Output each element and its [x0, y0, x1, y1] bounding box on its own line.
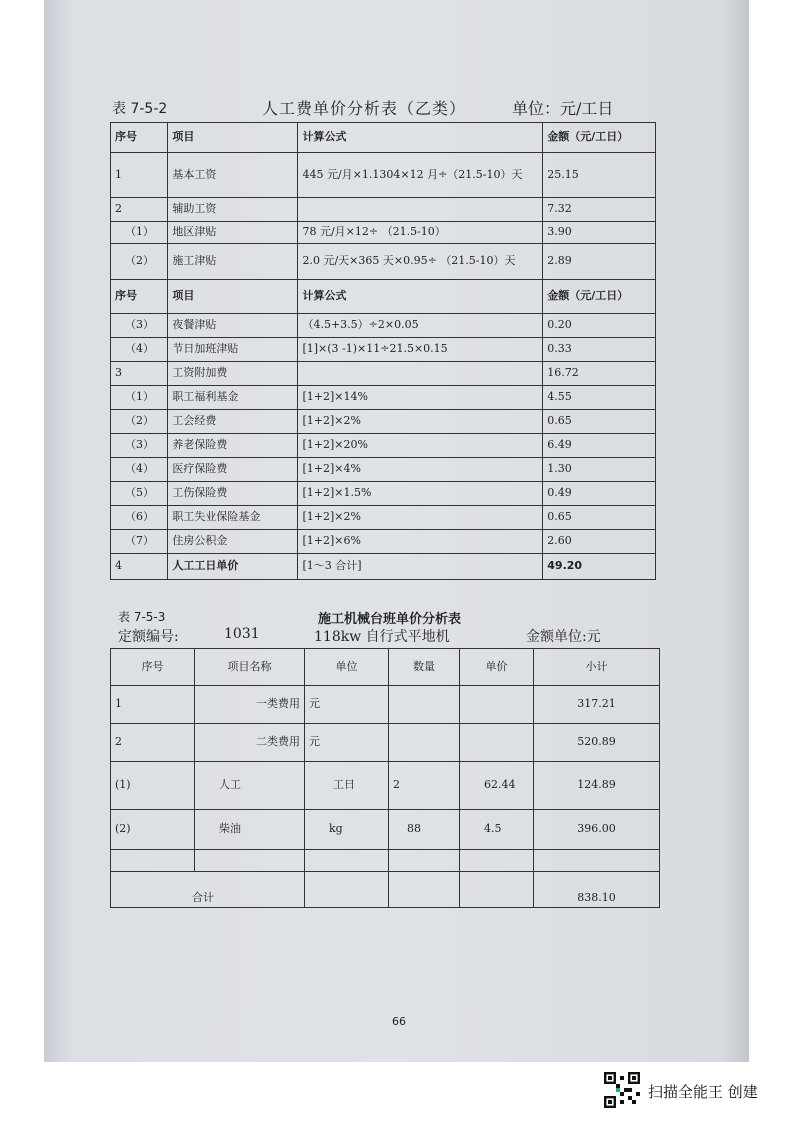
row-subtotal: 520.89 [534, 724, 660, 762]
table-row [111, 244, 656, 280]
row-qty [389, 724, 460, 762]
row-no: (1) [111, 762, 195, 810]
row-item: 施工津贴 [168, 244, 298, 280]
row-amount: 6.49 [543, 434, 656, 458]
table-header-row [111, 280, 656, 314]
row-price [460, 686, 534, 724]
table-row-empty [111, 850, 660, 872]
header-cell: 数量 [389, 649, 460, 686]
row-formula: 2.0 元/天×365 天×0.95÷ （21.5-10）天 [298, 244, 543, 280]
total-label: 合计 [111, 872, 305, 908]
row-no: （5） [111, 482, 168, 506]
row-amount: 2.60 [543, 530, 656, 554]
row-no: （2） [111, 244, 168, 280]
table2-info-line [118, 626, 658, 646]
row-item: 节日加班津贴 [168, 338, 298, 362]
total-value: 838.10 [534, 872, 660, 908]
row-item: 职工福利基金 [168, 386, 298, 410]
row-no: 4 [111, 554, 168, 580]
row-no: 3 [111, 362, 168, 386]
row-item: 医疗保险费 [168, 458, 298, 482]
table1-title: 人工费单价分析表（乙类） [262, 99, 467, 118]
row-subtotal: 396.00 [534, 810, 660, 850]
row-name: 一类费用 [195, 686, 305, 724]
row-no: （2） [111, 410, 168, 434]
table-header-row [111, 123, 656, 153]
row-formula: [1+2]×14% [298, 386, 543, 410]
row-no: （4） [111, 458, 168, 482]
row-no: （4） [111, 338, 168, 362]
row-item: 夜餐津贴 [168, 314, 298, 338]
table2-code: 1031 [224, 626, 260, 642]
row-no: (2) [111, 810, 195, 850]
row-amount: 16.72 [543, 362, 656, 386]
row-unit: 元 [305, 686, 389, 724]
row-qty: 88 [389, 810, 460, 850]
row-item: 工资附加费 [168, 362, 298, 386]
table-row [111, 198, 656, 222]
row-formula: [1]×(3 -1)×11÷21.5×0.15 [298, 338, 543, 362]
row-qty [389, 686, 460, 724]
table-row [111, 434, 656, 458]
row-amount: 0.33 [543, 338, 656, 362]
row-item: 住房公积金 [168, 530, 298, 554]
table2-code-label: 定额编号: [118, 629, 179, 645]
table-row [111, 314, 656, 338]
row-item: 地区津贴 [168, 222, 298, 244]
table2-title: 施工机械台班单价分析表 [318, 612, 462, 627]
row-no: 1 [111, 153, 168, 198]
row-no: 2 [111, 198, 168, 222]
row-formula: [1+2]×4% [298, 458, 543, 482]
row-amount: 1.30 [543, 458, 656, 482]
row-no: （1） [111, 222, 168, 244]
row-item: 人工工日单价 [168, 554, 298, 580]
row-amount: 49.20 [543, 554, 656, 580]
table1-unit: 单位：元/工日 [512, 99, 614, 118]
row-formula: [1+2]×20% [298, 434, 543, 458]
row-price: 62.44 [460, 762, 534, 810]
row-amount: 25.15 [543, 153, 656, 198]
row-no: 2 [111, 724, 195, 762]
row-subtotal: 317.21 [534, 686, 660, 724]
table-row [111, 530, 656, 554]
row-name: 柴油 [195, 810, 305, 850]
row-qty: 2 [389, 762, 460, 810]
header-cell: 金额（元/工日） [543, 280, 656, 314]
row-formula: 78 元/月×12÷ （21.5-10） [298, 222, 543, 244]
row-no: （3） [111, 314, 168, 338]
labor-cost-table [110, 122, 656, 580]
camscanner-watermark [604, 1072, 789, 1112]
row-name: 二类费用 [195, 724, 305, 762]
table-row [111, 506, 656, 530]
header-cell: 单价 [460, 649, 534, 686]
row-formula: [1～3 合计] [298, 554, 543, 580]
watermark-text: 扫描全能王 创建 [648, 1083, 758, 1101]
row-formula: [1+2]×6% [298, 530, 543, 554]
table-total-row [111, 872, 660, 908]
table-row [111, 458, 656, 482]
table-row [111, 810, 660, 850]
row-price: 4.5 [460, 810, 534, 850]
row-unit: 工日 [305, 762, 389, 810]
row-no: （7） [111, 530, 168, 554]
table-total-row [111, 554, 656, 580]
table-row [111, 362, 656, 386]
row-amount: 2.89 [543, 244, 656, 280]
table-row [111, 153, 656, 198]
row-no: （3） [111, 434, 168, 458]
row-formula: [1+2]×2% [298, 410, 543, 434]
machine-cost-table [110, 648, 660, 908]
table-row [111, 338, 656, 362]
row-amount: 0.65 [543, 506, 656, 530]
table2-label: 表 7-5-3 [118, 610, 166, 624]
header-cell: 金额（元/工日） [543, 123, 656, 153]
page-number: 66 [392, 1015, 406, 1028]
row-unit: 元 [305, 724, 389, 762]
row-formula: [1+2]×1.5% [298, 482, 543, 506]
header-cell: 序号 [111, 649, 195, 686]
row-item: 工会经费 [168, 410, 298, 434]
row-formula [298, 198, 543, 222]
table1-caption [112, 96, 652, 122]
header-cell: 项目 [168, 280, 298, 314]
header-cell: 计算公式 [298, 280, 543, 314]
table-row [111, 724, 660, 762]
table-row [111, 482, 656, 506]
row-unit: kg [305, 810, 389, 850]
row-item: 辅助工资 [168, 198, 298, 222]
row-amount: 4.55 [543, 386, 656, 410]
row-formula: 445 元/月×1.1304×12 月÷（21.5-10）天 [298, 153, 543, 198]
row-no: （6） [111, 506, 168, 530]
header-cell: 单位 [305, 649, 389, 686]
table-row [111, 686, 660, 724]
row-amount: 0.65 [543, 410, 656, 434]
qr-code-icon [604, 1072, 640, 1108]
table2-machine: 118kw 自行式平地机 [314, 629, 450, 645]
row-formula [298, 362, 543, 386]
header-cell: 计算公式 [298, 123, 543, 153]
row-item: 养老保险费 [168, 434, 298, 458]
table1-label: 表 7-5-2 [112, 101, 168, 117]
row-item: 职工失业保险基金 [168, 506, 298, 530]
row-amount: 0.20 [543, 314, 656, 338]
row-formula: （4.5+3.5）÷2×0.05 [298, 314, 543, 338]
table-row [111, 386, 656, 410]
row-amount: 7.32 [543, 198, 656, 222]
row-amount: 0.49 [543, 482, 656, 506]
table2-unit: 金额单位:元 [526, 629, 601, 645]
header-cell: 小计 [534, 649, 660, 686]
row-no: （1） [111, 386, 168, 410]
header-cell: 项目 [168, 123, 298, 153]
row-subtotal: 124.89 [534, 762, 660, 810]
table-row [111, 762, 660, 810]
table-row [111, 410, 656, 434]
row-item: 工伤保险费 [168, 482, 298, 506]
header-cell: 序号 [111, 280, 168, 314]
row-no: 1 [111, 686, 195, 724]
table-header-row [111, 649, 660, 686]
table-row [111, 222, 656, 244]
row-price [460, 724, 534, 762]
row-formula: [1+2]×2% [298, 506, 543, 530]
header-cell: 序号 [111, 123, 168, 153]
header-cell: 项目名称 [195, 649, 305, 686]
row-name: 人工 [195, 762, 305, 810]
row-amount: 3.90 [543, 222, 656, 244]
row-item: 基本工资 [168, 153, 298, 198]
